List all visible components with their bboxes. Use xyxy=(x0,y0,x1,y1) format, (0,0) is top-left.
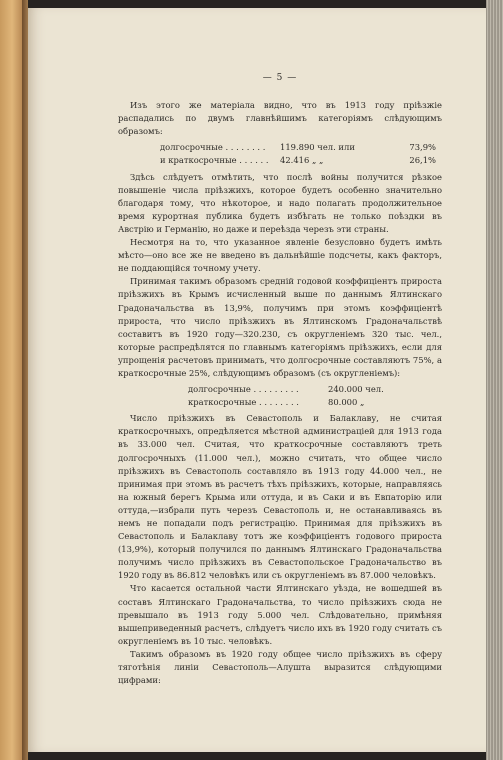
stat-label: долгосрочные . . . . . . . . . xyxy=(188,384,299,395)
page-text xyxy=(118,73,442,687)
paragraph: Изъ этого же матеріала видно, что въ 1913 году пріѣзжіе распадались по двумъ главнѣйшимъ категоріямъ слѣдующимъ образомъ: xyxy=(118,100,442,137)
paragraph: Такимъ образомъ въ 1920 году общее число пріѣзжихъ въ сферу тяготѣнія линіи Севастополь—Алушта выразится слѣдующими цифрами: xyxy=(118,648,442,686)
stat-value: 80.000 „ xyxy=(328,397,365,408)
stat-row xyxy=(118,141,442,154)
stat-value: 240.000 чел. xyxy=(328,384,384,395)
paragraph: Несмотря на то, что указанное явленіе безусловно будетъ имѣть мѣсто—оно все же не введено въ дальнѣйшіе подсчеты, какъ факторъ, не поддающійся точному учету. xyxy=(118,237,442,274)
stat-row xyxy=(118,154,442,167)
paragraph: Число пріѣзжихъ въ Севастополь и Балаклаву, не считая краткосрочныхъ, опредѣляется мѣстной администраціей для 1913 года въ 33.000 чел. Считая, что краткосрочные составляютъ треть долгосрочныхъ (11.000 чел.), можно считать, что общее число пріѣзжихъ въ Севастополь составляло въ 1913 году 44.000 чел., не принимая при этомъ въ расчетъ тѣхъ пріѣзжихъ, которые, направляясь на южный берегъ Крыма или оттуда, и въ Саки и въ Евпаторію или оттуда,—избрали путь черезъ Севастополь и, не останавливаясь въ немъ не попадали подъ регистрацію. Принимая для пріѣзжихъ въ Севастополь и Балаклаву тотъ же коэффиціентъ годового прироста (13,9%), который получился по даннымъ Ялтинскаго Градоначальства получимъ число пріѣзжихъ въ Севастопольское Градоначальство въ 1920 году въ 86.812 человѣкъ или съ округленіемъ въ 87.000 человѣкъ. xyxy=(118,413,442,581)
stat-row xyxy=(118,383,442,396)
stat-label: краткосрочные . . . . . . . . xyxy=(188,397,299,408)
page-number: — 5 — xyxy=(262,73,298,83)
stats-1913 xyxy=(118,141,442,167)
page-stack-edge xyxy=(486,0,503,760)
stat-value: 119.890 чел. или xyxy=(280,142,355,153)
stat-label: долгосрочные . . . . . . . . xyxy=(160,142,266,153)
stat-label: и краткосрочные . . . . . . xyxy=(160,155,269,166)
paragraph: Что касается остальной части Ялтинскаго уѣзда, не вошедшей въ составъ Ялтинскаго Градоначальства, то число пріѣзжихъ сюда не превышало въ 1913 году 5.000 чел. Слѣдовательно, примѣняя вышеприведенный расчетъ, слѣдуетъ число ихъ въ 1920 году считать съ округленіемъ въ 10 тыс. человѣкъ. xyxy=(118,583,442,646)
stat-value: 42.416 „ „ xyxy=(280,155,324,166)
left-page-edge xyxy=(0,0,22,760)
stats-1920 xyxy=(118,383,442,409)
stat-row xyxy=(118,396,442,409)
paragraph: Здѣсь слѣдуетъ отмѣтить, что послѣ войны получится рѣзкое повышеніе числа пріѣзжихъ, которое будетъ особенно значительно благодаря тому, что нѣкоторое, и надо полагать продолжительное время курортная публика будетъ избѣгать не только поѣздки въ Австрію и Германію, но даже и переѣзда черезъ эти страны. xyxy=(118,171,442,234)
paragraph: Принимая такимъ образомъ средній годовой коэффиціентъ прироста пріѣзжихъ въ Крымъ исчисленный выше по даннымъ Ялтинскаго Градоначальства въ 13,9%, получимъ при этомъ коэффиціентѣ прироста, что число пріѣзжихъ въ Ялтинскомъ Градоначальствѣ составитъ въ 1920 году—320.230, съ округленіемъ 320 тыс. чел., которые распредѣлятся по главнымъ категоріямъ пріѣзжихъ, если для упрощенія расчетовъ принимать, что долгосрочные составляютъ 75%, а краткосрочные 25%, слѣдующимъ образомъ (съ округленіемъ): xyxy=(118,276,442,378)
stat-percent: 73,9% xyxy=(409,142,436,153)
stat-percent: 26,1% xyxy=(409,155,436,166)
